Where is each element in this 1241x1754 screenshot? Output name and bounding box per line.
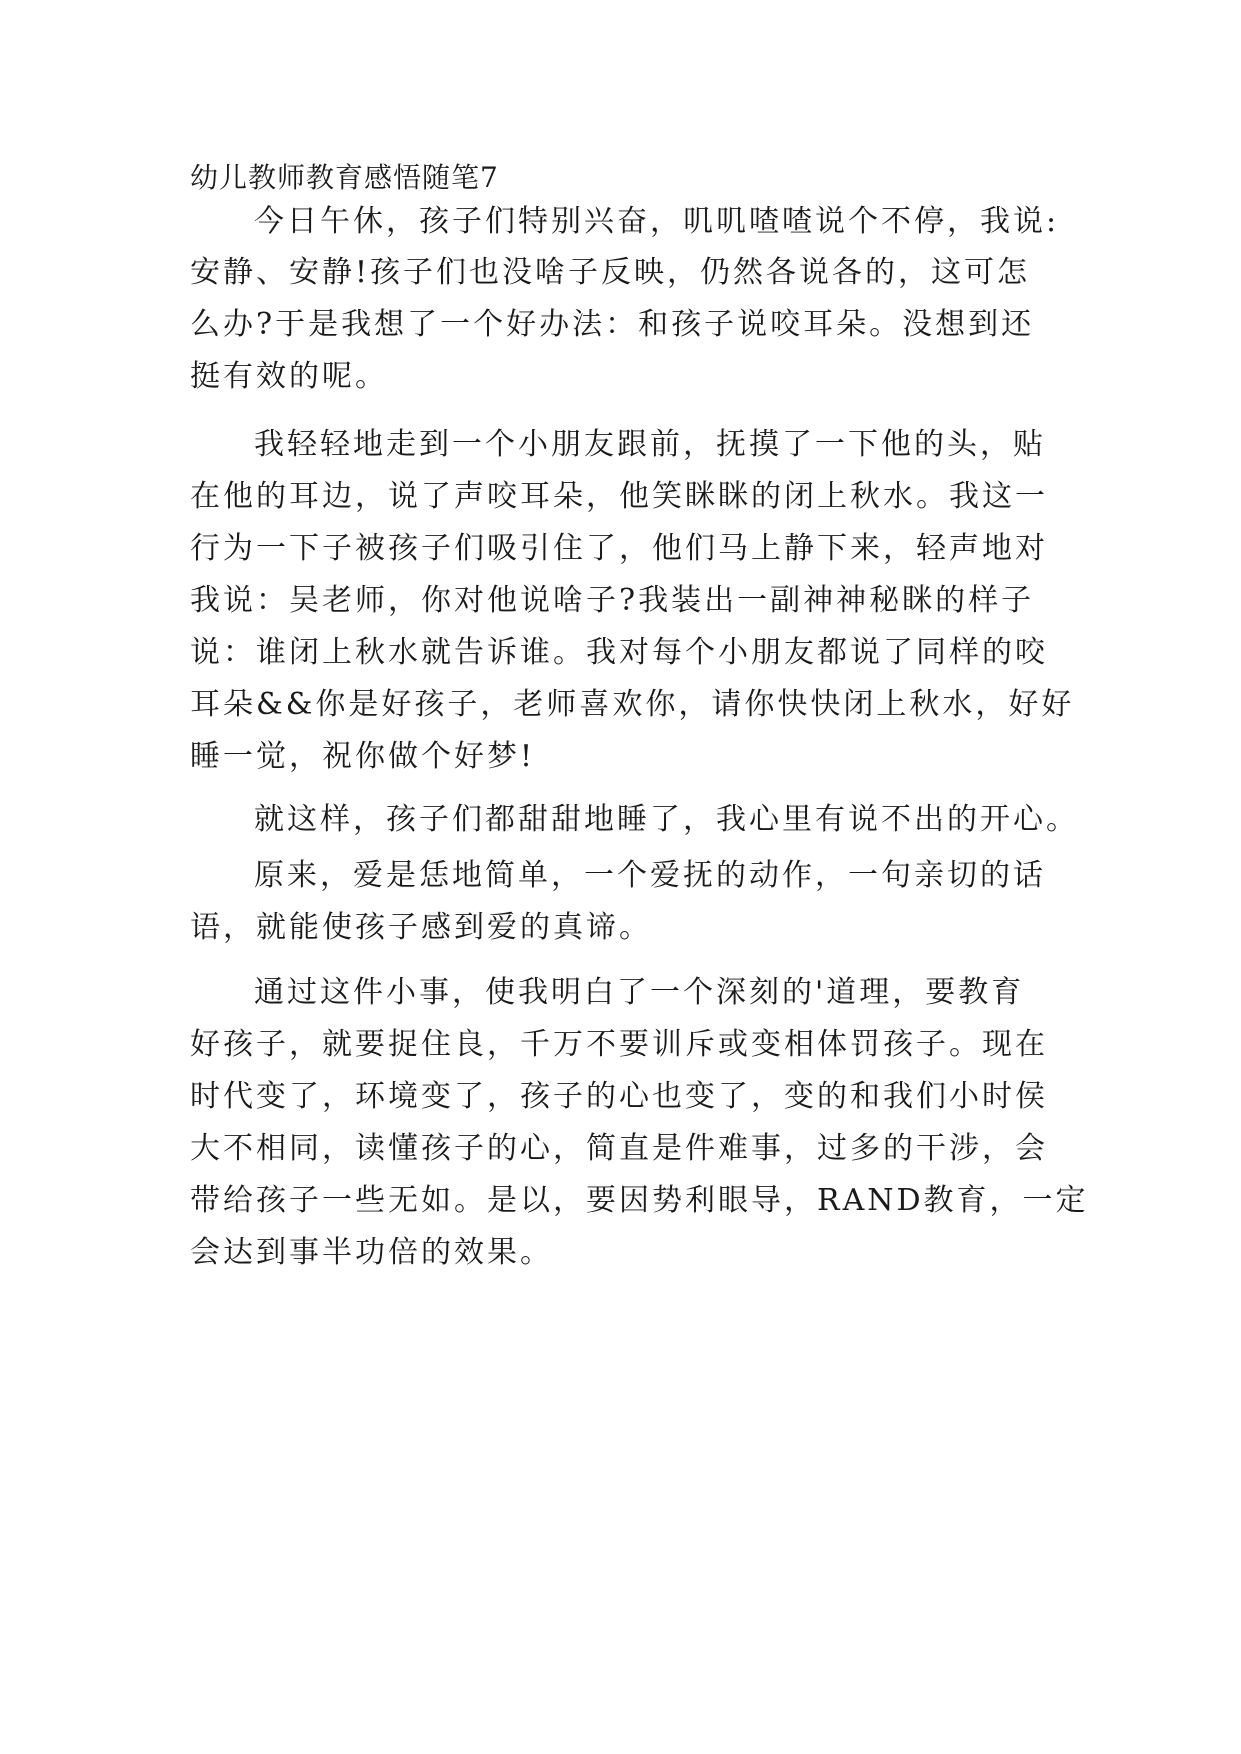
paragraph-line: 今日午休，孩子们特别兴奋，叽叽喳喳说个不停，我说: (254, 204, 1060, 239)
paragraph-line: 语，就能使孩子感到爱的真谛。 (190, 910, 652, 945)
paragraph-line: 我说：吴老师，你对他说啥子?我装出一副神神秘眯的样子 (190, 583, 1035, 618)
paragraph-line: 大不相同，读懂孩子的心，简直是件难事，过多的干涉，会 (190, 1131, 1048, 1166)
paragraph-line: 我轻轻地走到一个小朋友跟前，抚摸了一下他的头，贴 (254, 427, 1046, 462)
document-title: 幼儿教师教育感悟随笔7 (190, 161, 499, 194)
paragraph-line: 就这样，孩子们都甜甜地睡了，我心里有说不出的开心。 (254, 802, 1079, 837)
paragraph-line: 通过这件小事，使我明白了一个深刻的'道理，要教育 (254, 975, 1025, 1010)
paragraph-line: 挺有效的呢。 (190, 359, 388, 394)
paragraph-line: 睡一觉，祝你做个好梦! (190, 739, 536, 774)
paragraph-line: 行为一下子被孩子们吸引住了，他们马上静下来，轻声地对 (190, 531, 1048, 566)
paragraph-line: 说：谁闭上秋水就告诉谁。我对每个小朋友都说了同样的咬 (190, 635, 1048, 670)
paragraph-line: 耳朵&&你是好孩子，老师喜欢你，请你快快闭上秋水，好好 (190, 687, 1075, 722)
paragraph-line: 么办?于是我想了一个好办法：和孩子说咬耳朵。没想到还 (190, 307, 1035, 342)
paragraph-line: 安静、安静!孩子们也没啥子反映，仍然各说各的，这可怎 (190, 255, 1031, 290)
paragraph-line: 在他的耳边，说了声咬耳朵，他笑眯眯的闭上秋水。我这一 (190, 479, 1048, 514)
paragraph-line: 好孩子，就要捉住良，千万不要训斥或变相体罚孩子。现在 (190, 1027, 1048, 1062)
paragraph-line: 原来，爱是恁地简单，一个爱抚的动作，一句亲切的话 (254, 858, 1046, 893)
paragraph-line: 带给孩子一些无如。是以，要因势利眼导，RAND教育，一定 (190, 1183, 1089, 1218)
paragraph-line: 会达到事半功倍的效果。 (190, 1235, 553, 1270)
paragraph-line: 时代变了，环境变了，孩子的心也变了，变的和我们小时侯 (190, 1079, 1048, 1114)
